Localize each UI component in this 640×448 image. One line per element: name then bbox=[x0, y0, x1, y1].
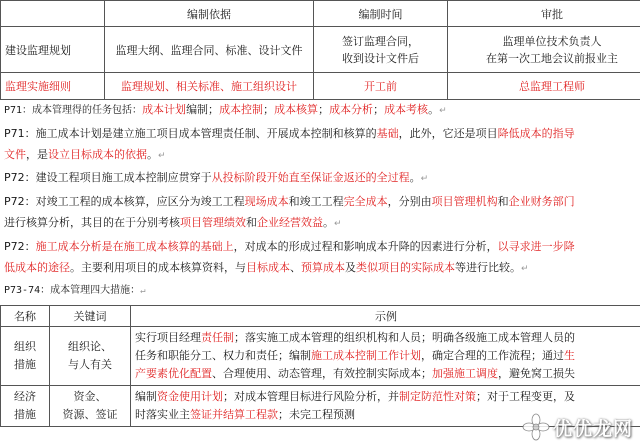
measure-name-line: 措施 bbox=[14, 408, 36, 421]
measure-name-cell bbox=[1, 386, 50, 427]
site-watermark bbox=[522, 412, 634, 442]
header-cell: 审批 bbox=[448, 1, 640, 27]
keyword-line: 资金、 bbox=[73, 390, 107, 403]
example-text: ；对于工程变更，及 bbox=[476, 390, 575, 403]
para-text: 。 bbox=[409, 171, 421, 184]
para-text: ，此外，它还是项目 bbox=[398, 127, 498, 140]
approve-cell: 总监理工程师 bbox=[448, 73, 640, 100]
table-row bbox=[1, 73, 640, 100]
highlight: 责任制 bbox=[201, 331, 234, 344]
para-text: P71：施工成本计划是建立施工项目成本管理责任制、开展成本控制和核算的 bbox=[4, 127, 377, 140]
example-text: 任务和职能分工、权力和责任；编制 bbox=[135, 349, 311, 362]
example-text: 编制 bbox=[135, 390, 157, 403]
return-mark-icon: ↵ bbox=[420, 174, 429, 184]
para-text: 等进行比较。 bbox=[455, 261, 521, 274]
highlight: 签证并结算工程款 bbox=[190, 408, 278, 421]
para-four-measures bbox=[4, 283, 634, 299]
table-header-row bbox=[1, 1, 640, 27]
example-text: ，避免窝工损失 bbox=[498, 367, 575, 380]
para-text: ； bbox=[263, 103, 275, 116]
highlight: 设立目标成本的依据 bbox=[48, 148, 147, 161]
basis-cell: 监理大纲、监理合同、标准、设计文件 bbox=[105, 27, 314, 73]
time-cell bbox=[314, 27, 448, 73]
highlight: 项目管理机构 bbox=[431, 195, 498, 208]
return-mark-icon: ↵ bbox=[158, 151, 166, 161]
highlight: 企业财务部门 bbox=[508, 195, 575, 208]
monitoring-plan-table bbox=[0, 0, 640, 100]
approve-cell bbox=[448, 27, 640, 73]
para-cost-accounting bbox=[4, 194, 634, 210]
header-cell: 关键词 bbox=[50, 306, 131, 327]
example-text: ；对成本管理目标进行风险分析，并 bbox=[223, 390, 399, 403]
highlight: 制定防范性对策 bbox=[399, 390, 476, 403]
para-text: 、 bbox=[290, 261, 301, 274]
keyword-line: 组织论、 bbox=[68, 340, 112, 353]
keyword-cell bbox=[50, 327, 131, 386]
highlight: 从投标阶段开始直至保证金返还的全过程 bbox=[211, 171, 410, 184]
highlight: 生 bbox=[564, 349, 575, 362]
example-line bbox=[135, 388, 637, 406]
para-cost-control bbox=[4, 170, 634, 187]
para-text: 和竣工工程 bbox=[288, 195, 344, 208]
measure-name-line: 措施 bbox=[14, 358, 36, 371]
header-cell: 示例 bbox=[131, 306, 640, 327]
header-cell: 名称 bbox=[1, 306, 50, 327]
para-text: 。 bbox=[323, 216, 334, 229]
example-text: ，确定合理的工作流程；通过 bbox=[421, 349, 564, 362]
highlight: 现场成本 bbox=[244, 195, 289, 208]
example-line bbox=[135, 347, 637, 365]
para-text: ，是 bbox=[26, 148, 48, 161]
table-row bbox=[1, 27, 640, 73]
para-text: ； bbox=[318, 103, 330, 116]
para-text: ，分别由 bbox=[387, 195, 432, 208]
para-text: 。 bbox=[428, 103, 440, 116]
measure-name-cell bbox=[1, 327, 50, 386]
highlight: 企业经营效益 bbox=[257, 216, 323, 229]
highlight: 预算成本 bbox=[301, 261, 345, 274]
basis-cell: 监理规划、相关标准、施工组织设计 bbox=[105, 73, 314, 100]
return-mark-icon: ↵ bbox=[521, 264, 529, 274]
example-text: ；未完工程预测 bbox=[278, 408, 355, 421]
para-text: 编制； bbox=[186, 103, 220, 116]
approve-line-2: 在第一次工地会议前报业主 bbox=[486, 51, 618, 65]
para-text: 和 bbox=[246, 216, 257, 229]
highlight: 以寻求进一步降 bbox=[497, 240, 575, 253]
para-text: P71：成本管理得的任务包括： bbox=[4, 105, 143, 116]
measure-name-line: 组织 bbox=[14, 340, 36, 353]
return-mark-icon: ↵ bbox=[140, 286, 146, 296]
plan-cell: 监理实施细则 bbox=[1, 73, 105, 100]
example-text: ；落实施工成本管理的组织机构和人员；明确各级施工成本管理人员的 bbox=[234, 331, 575, 344]
time-line-2: 收到设计文件后 bbox=[342, 51, 419, 65]
header-cell: 编制时间 bbox=[314, 1, 448, 27]
example-line bbox=[135, 329, 637, 347]
example-text: 、合理使用、动态管理，有效控制实际成本； bbox=[212, 367, 432, 380]
para-text: P73-74：成本管理四大措施： bbox=[4, 285, 141, 296]
para-text: 。 bbox=[147, 148, 158, 161]
example-line bbox=[135, 365, 637, 383]
watermark-text: 优优龙网 bbox=[553, 417, 634, 440]
return-mark-icon: ↵ bbox=[439, 106, 447, 116]
highlight: 成本分析 bbox=[329, 103, 374, 116]
highlight: 施工成本分析是在施工成本核算的基础上 bbox=[35, 240, 234, 253]
highlight: 施工成本控制工作计划 bbox=[311, 349, 421, 362]
para-text: 和 bbox=[497, 195, 509, 208]
para-cost-plan bbox=[4, 126, 634, 142]
highlight: 项目管理绩效 bbox=[180, 216, 246, 229]
highlight: 成本控制 bbox=[219, 103, 264, 116]
para-text: P72：建设工程项目施工成本控制应贯穿于 bbox=[4, 171, 212, 184]
para-cost-plan-cont bbox=[4, 147, 634, 164]
time-line-1: 签订监理合同， bbox=[342, 34, 419, 48]
highlight: 成本考核 bbox=[384, 103, 429, 116]
para-text: ，对成本的形成过程和影响成本升降的因素进行分析， bbox=[233, 240, 498, 253]
highlight: 产要素优化配置 bbox=[135, 367, 212, 380]
keyword-cell bbox=[50, 386, 131, 427]
para-text: ； bbox=[373, 103, 385, 116]
para-cost-tasks bbox=[4, 102, 634, 119]
para-cost-analysis-cont bbox=[4, 260, 634, 277]
flower-logo-icon bbox=[522, 413, 550, 441]
highlight: 加强施工调度 bbox=[432, 367, 498, 380]
header-cell: 编制依据 bbox=[105, 1, 314, 27]
highlight: 文件 bbox=[4, 148, 26, 161]
example-text: 实行项目经理 bbox=[135, 331, 201, 344]
para-text: 进行核算分析，其目的在于分别考核 bbox=[4, 216, 180, 229]
highlight: 目标成本 bbox=[246, 261, 290, 274]
plan-cell: 建设监理规划 bbox=[1, 27, 105, 73]
header-cell bbox=[1, 1, 105, 27]
para-cost-analysis bbox=[4, 239, 634, 255]
table-header-row bbox=[1, 306, 640, 327]
time-cell: 开工前 bbox=[314, 73, 448, 100]
return-mark-icon: ↵ bbox=[334, 219, 342, 229]
highlight: 成本计划 bbox=[142, 103, 187, 116]
example-cell bbox=[131, 327, 640, 386]
keyword-line: 资源、签证 bbox=[62, 408, 118, 421]
approve-line-1: 监理单位技术负责人 bbox=[502, 34, 602, 48]
cost-measures-table bbox=[0, 305, 640, 427]
highlight: 完全成本 bbox=[343, 195, 388, 208]
highlight: 降低成本的指导 bbox=[497, 127, 575, 140]
highlight: 类似项目的实际成本 bbox=[356, 261, 455, 274]
highlight: 资金使用计划 bbox=[157, 390, 223, 403]
para-text: P72： bbox=[4, 240, 36, 253]
table-row bbox=[1, 327, 640, 386]
highlight: 基础 bbox=[376, 127, 399, 140]
highlight: 低成本的途径 bbox=[4, 261, 70, 274]
para-text: 。主要利用项目的成本核算资料，与 bbox=[70, 261, 246, 274]
para-cost-accounting-cont bbox=[4, 215, 634, 232]
highlight: 成本核算 bbox=[274, 103, 319, 116]
para-text: P72：对竣工工程的成本核算，应区分为竣工工程 bbox=[4, 195, 245, 208]
para-text: 及 bbox=[345, 261, 356, 274]
example-text: 时落实业主 bbox=[135, 408, 190, 421]
keyword-line: 与人有关 bbox=[68, 358, 112, 371]
measure-name-line: 经济 bbox=[14, 390, 36, 403]
